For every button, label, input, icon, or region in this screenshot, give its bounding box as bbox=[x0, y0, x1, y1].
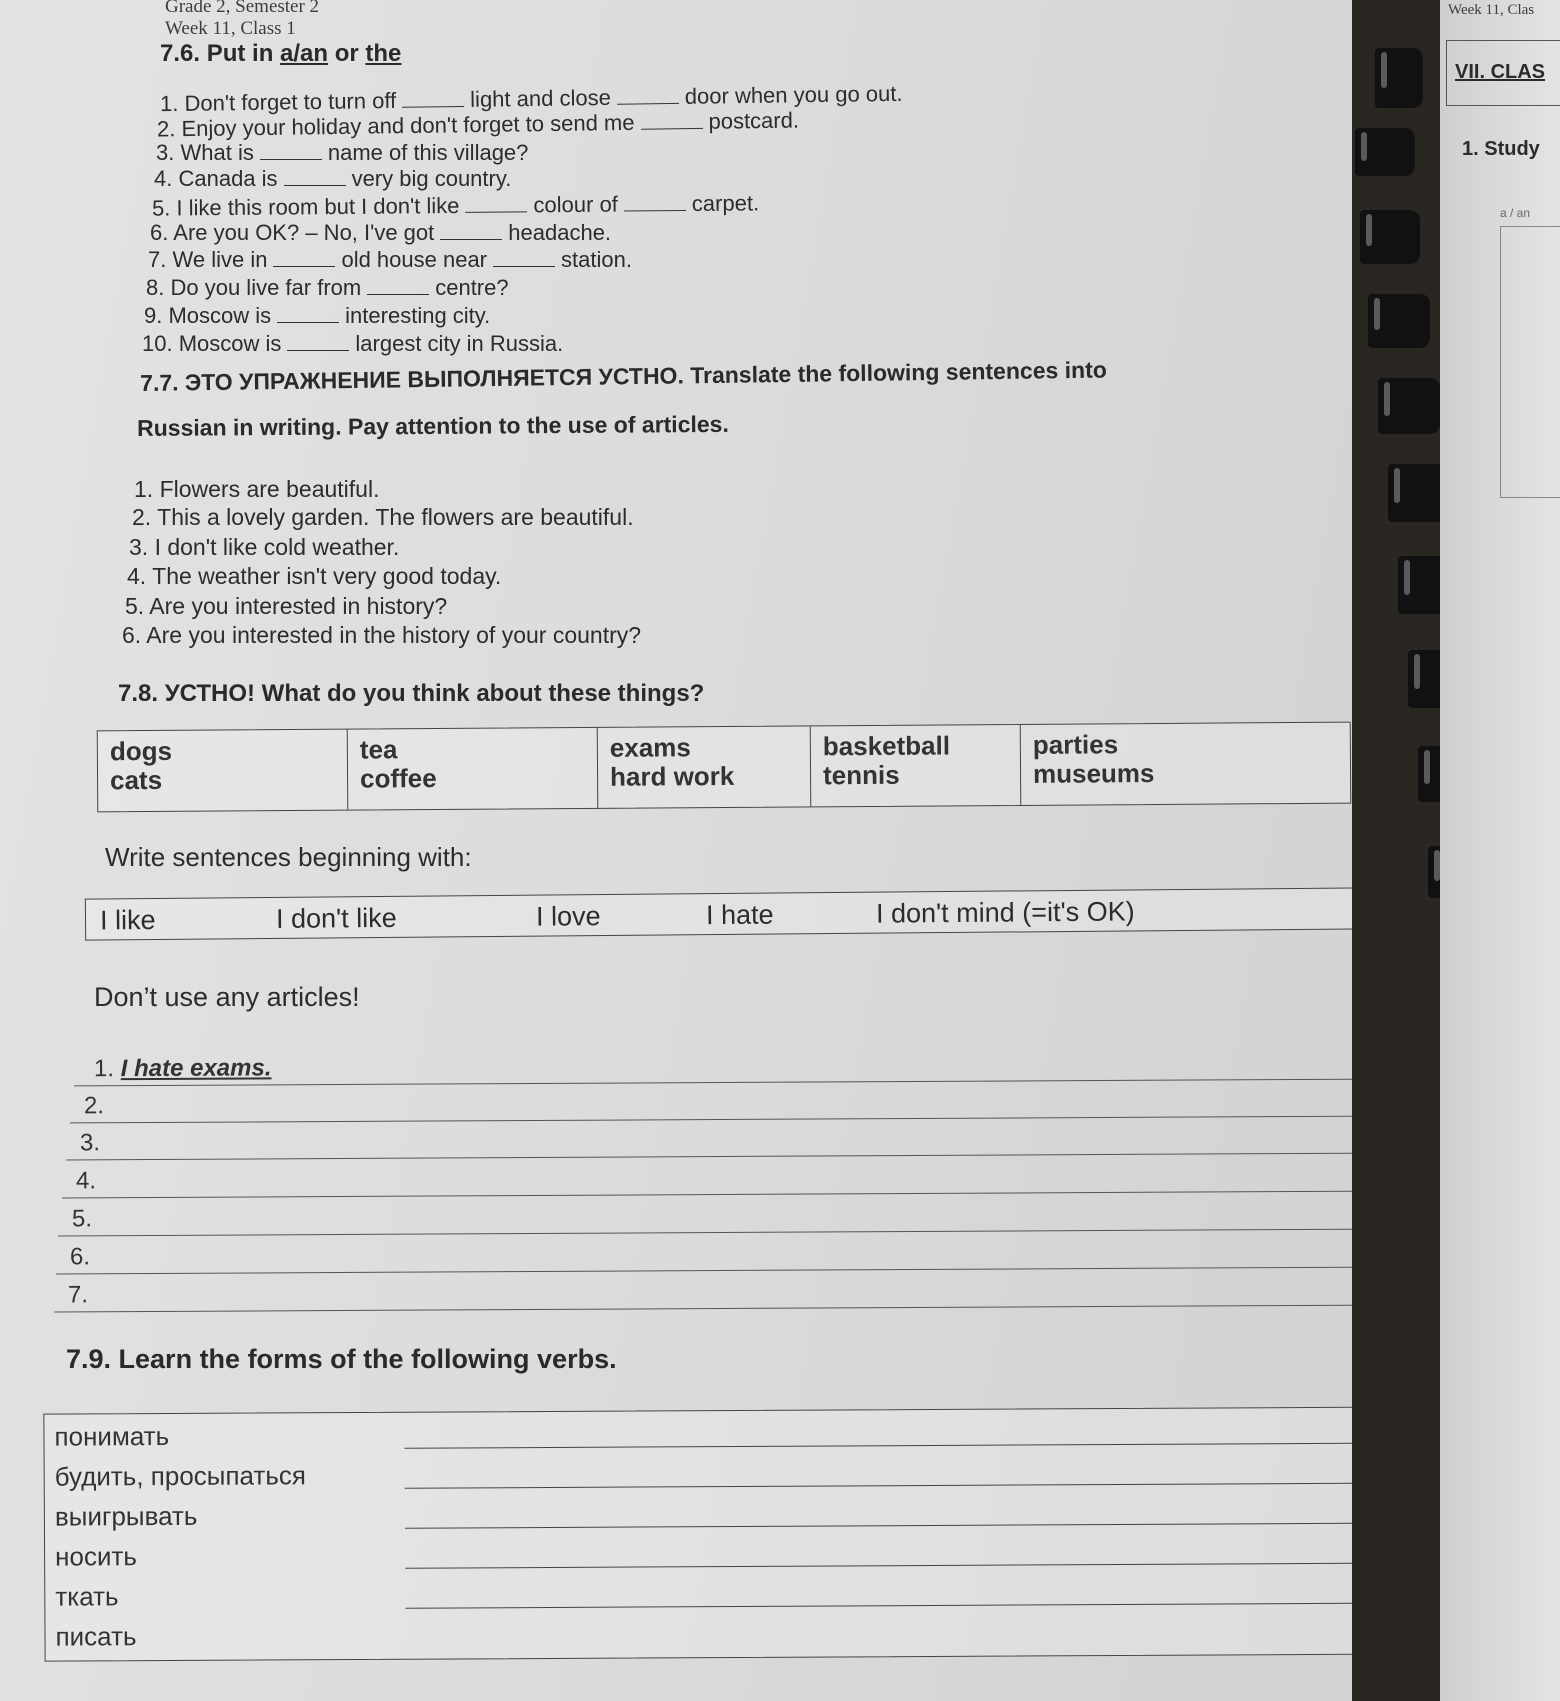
item-text: station. bbox=[561, 247, 632, 272]
thing-label: parties bbox=[1032, 729, 1119, 760]
verb-row bbox=[44, 1409, 1352, 1456]
verb-label: будить, просыпаться bbox=[54, 1460, 307, 1492]
item-text: I like this room but I don't like bbox=[176, 192, 460, 221]
item-text: largest city in Russia. bbox=[355, 331, 564, 356]
binding-coil bbox=[1368, 294, 1430, 348]
things-cell bbox=[98, 730, 349, 812]
answer-line-content bbox=[94, 1054, 272, 1083]
write-prompt: Write sentences beginning with: bbox=[105, 842, 472, 872]
list-item bbox=[144, 303, 490, 329]
line-number: 5. bbox=[71, 1205, 93, 1233]
item-text: door when you go out. bbox=[684, 80, 903, 109]
item-number: 7. bbox=[148, 247, 167, 272]
next-page-small: a / an bbox=[1500, 206, 1531, 220]
answer-blank[interactable] bbox=[440, 221, 502, 240]
item-text: What is bbox=[180, 140, 254, 165]
next-page-box bbox=[1500, 226, 1560, 498]
answer-blank[interactable] bbox=[260, 141, 322, 160]
item-text: old house near bbox=[341, 247, 488, 272]
verb-answer-line[interactable] bbox=[405, 1442, 1352, 1448]
next-page-week: Week 11, Clas bbox=[1448, 2, 1535, 18]
verb-row bbox=[45, 1489, 1352, 1536]
answer-blank[interactable] bbox=[402, 88, 464, 108]
thing-label: museums bbox=[1032, 757, 1155, 789]
verb-label: выигрывать bbox=[54, 1500, 198, 1532]
answer-blank[interactable] bbox=[465, 193, 527, 213]
next-page-section-label: VII. CLAS bbox=[1455, 61, 1546, 83]
item-text: carpet. bbox=[691, 190, 760, 216]
verb-row bbox=[45, 1569, 1352, 1616]
thing-label: coffee bbox=[359, 763, 437, 794]
item-text: very big country. bbox=[351, 166, 512, 191]
no-articles-note: Don’t use any articles! bbox=[94, 982, 360, 1012]
item-number: 4. bbox=[154, 166, 173, 191]
verb-answer-line[interactable] bbox=[405, 1602, 1352, 1608]
answer-line[interactable] bbox=[66, 1117, 1352, 1161]
grade-label: Grade 2, Semester 2 bbox=[165, 0, 320, 17]
answer-line[interactable] bbox=[62, 1155, 1352, 1199]
item-number: 9. bbox=[144, 303, 163, 328]
list-item bbox=[142, 331, 563, 357]
starter-label: I love bbox=[535, 901, 601, 932]
exercise-7-6-title bbox=[160, 40, 401, 68]
starter-label: I don't like bbox=[275, 902, 397, 934]
thing-label: basketball bbox=[822, 730, 951, 762]
list-item: 6. Are you interested in the history of your country? bbox=[122, 622, 642, 648]
exercise-7-9-title: 7.9. Learn the forms of the following verbs. bbox=[66, 1344, 617, 1374]
thing-label: hard work bbox=[609, 760, 735, 792]
line-number: 3. bbox=[79, 1129, 101, 1157]
list-item bbox=[156, 140, 528, 166]
list-item: 5. Are you interested in history? bbox=[125, 593, 448, 619]
line-number: 4. bbox=[75, 1167, 97, 1195]
binding-coil bbox=[1375, 48, 1423, 108]
things-cell bbox=[1021, 723, 1348, 805]
line-number: 2. bbox=[83, 1092, 105, 1120]
item-text: Moscow is bbox=[168, 303, 272, 328]
answer-line[interactable] bbox=[54, 1268, 1352, 1312]
sentence-starters bbox=[85, 887, 1352, 940]
thing-label: dogs bbox=[109, 735, 173, 767]
title-or: or bbox=[328, 40, 366, 67]
list-item: 2. This a lovely garden. The flowers are beautiful. bbox=[132, 504, 634, 530]
verb-label: носить bbox=[55, 1541, 137, 1572]
answer-blank[interactable] bbox=[617, 85, 679, 105]
title-prefix: 7.6. Put in bbox=[160, 40, 281, 67]
answer-blank[interactable] bbox=[277, 304, 339, 323]
binding-coil bbox=[1355, 128, 1415, 176]
next-page-study: 1. Study bbox=[1462, 138, 1540, 160]
thing-label: tennis bbox=[822, 759, 900, 791]
verb-label: писать bbox=[55, 1621, 137, 1652]
item-text: Are you OK? – No, I've got bbox=[173, 220, 435, 245]
list-item: 1. Flowers are beautiful. bbox=[134, 476, 380, 502]
item-text: We live in bbox=[172, 247, 268, 272]
list-item bbox=[154, 166, 511, 192]
answer-blank[interactable] bbox=[640, 110, 702, 130]
thing-label: tea bbox=[359, 734, 398, 765]
list-item bbox=[150, 220, 611, 246]
thing-label: cats bbox=[109, 764, 163, 796]
things-cell bbox=[811, 725, 1022, 806]
item-text: Canada is bbox=[178, 166, 278, 191]
item-number: 6. bbox=[150, 220, 169, 245]
next-page-section-box bbox=[1446, 40, 1560, 106]
answer-blank[interactable] bbox=[624, 192, 686, 212]
verb-row bbox=[45, 1529, 1352, 1576]
starter-label: I like bbox=[99, 904, 156, 936]
things-cell bbox=[348, 728, 599, 810]
item-text: headache. bbox=[508, 220, 612, 245]
week-label: Week 11, Class 1 bbox=[165, 18, 296, 39]
line-number: 7. bbox=[67, 1281, 89, 1309]
next-page-edge bbox=[1440, 0, 1560, 1701]
item-text: Enjoy your holiday and don't forget to send me bbox=[181, 109, 635, 142]
item-text: light and close bbox=[470, 84, 612, 112]
answer-blank[interactable] bbox=[367, 276, 429, 295]
verb-label: понимать bbox=[54, 1420, 170, 1452]
things-cell bbox=[598, 726, 812, 807]
thing-label: exams bbox=[609, 732, 691, 763]
verb-answer-line[interactable] bbox=[405, 1482, 1352, 1488]
item-text: Do you live far from bbox=[170, 275, 362, 300]
verb-row bbox=[45, 1609, 1352, 1656]
item-number: 1. bbox=[159, 90, 179, 117]
verb-answer-line[interactable] bbox=[405, 1562, 1352, 1568]
item-number: 10. bbox=[142, 331, 173, 356]
list-item bbox=[146, 275, 509, 301]
item-text: Moscow is bbox=[178, 331, 282, 356]
item-text: postcard. bbox=[708, 107, 800, 134]
title-the: the bbox=[365, 40, 402, 67]
exercise-7-7-title-line-2: Russian in writing. Pay attention to the use of articles. bbox=[137, 410, 729, 441]
line-number: 6. bbox=[69, 1243, 91, 1271]
verb-label: ткать bbox=[55, 1581, 119, 1612]
item-text: centre? bbox=[435, 275, 509, 300]
list-item: 3. I don't like cold weather. bbox=[129, 534, 400, 560]
item-number: 2. bbox=[156, 116, 176, 142]
list-item: 4. The weather isn't very good today. bbox=[127, 563, 502, 589]
things-table bbox=[97, 722, 1352, 813]
starter-label: I hate bbox=[705, 899, 774, 931]
title-a-an: a/an bbox=[280, 40, 329, 67]
binding-coil bbox=[1378, 378, 1440, 434]
list-item bbox=[152, 190, 759, 221]
answer-line[interactable] bbox=[58, 1193, 1352, 1237]
item-text: name of this village? bbox=[327, 140, 529, 165]
sample-answer: I hate exams. bbox=[120, 1054, 272, 1083]
item-number: 8. bbox=[146, 275, 165, 300]
item-number: 3. bbox=[156, 140, 175, 165]
exercise-7-7-title-line-1: 7.7. ЭТО УПРАЖНЕНИЕ ВЫПОЛНЯЕТСЯ УСТНО. Translate the following sentences into bbox=[140, 356, 1108, 396]
starter-label: I don't mind (=it's OK) bbox=[875, 896, 1135, 929]
answer-blank[interactable] bbox=[273, 248, 335, 267]
verb-answer-line[interactable] bbox=[405, 1522, 1352, 1528]
answer-blank[interactable] bbox=[284, 167, 346, 186]
item-number: 5. bbox=[151, 195, 171, 221]
item-text: interesting city. bbox=[345, 303, 491, 328]
verb-row bbox=[45, 1449, 1352, 1496]
binding-coil bbox=[1388, 464, 1448, 522]
answer-line[interactable] bbox=[56, 1230, 1352, 1274]
list-item bbox=[148, 247, 632, 273]
answer-blank[interactable] bbox=[493, 248, 555, 267]
item-text: Don't forget to turn off bbox=[184, 87, 397, 116]
verbs-table bbox=[43, 1406, 1352, 1661]
binding-coil bbox=[1360, 210, 1420, 264]
item-text: colour of bbox=[533, 191, 618, 218]
exercise-7-8-title: 7.8. УСТНО! What do you think about these things? bbox=[118, 680, 705, 707]
answer-blank[interactable] bbox=[287, 332, 349, 351]
line-number: 1. bbox=[93, 1055, 115, 1083]
